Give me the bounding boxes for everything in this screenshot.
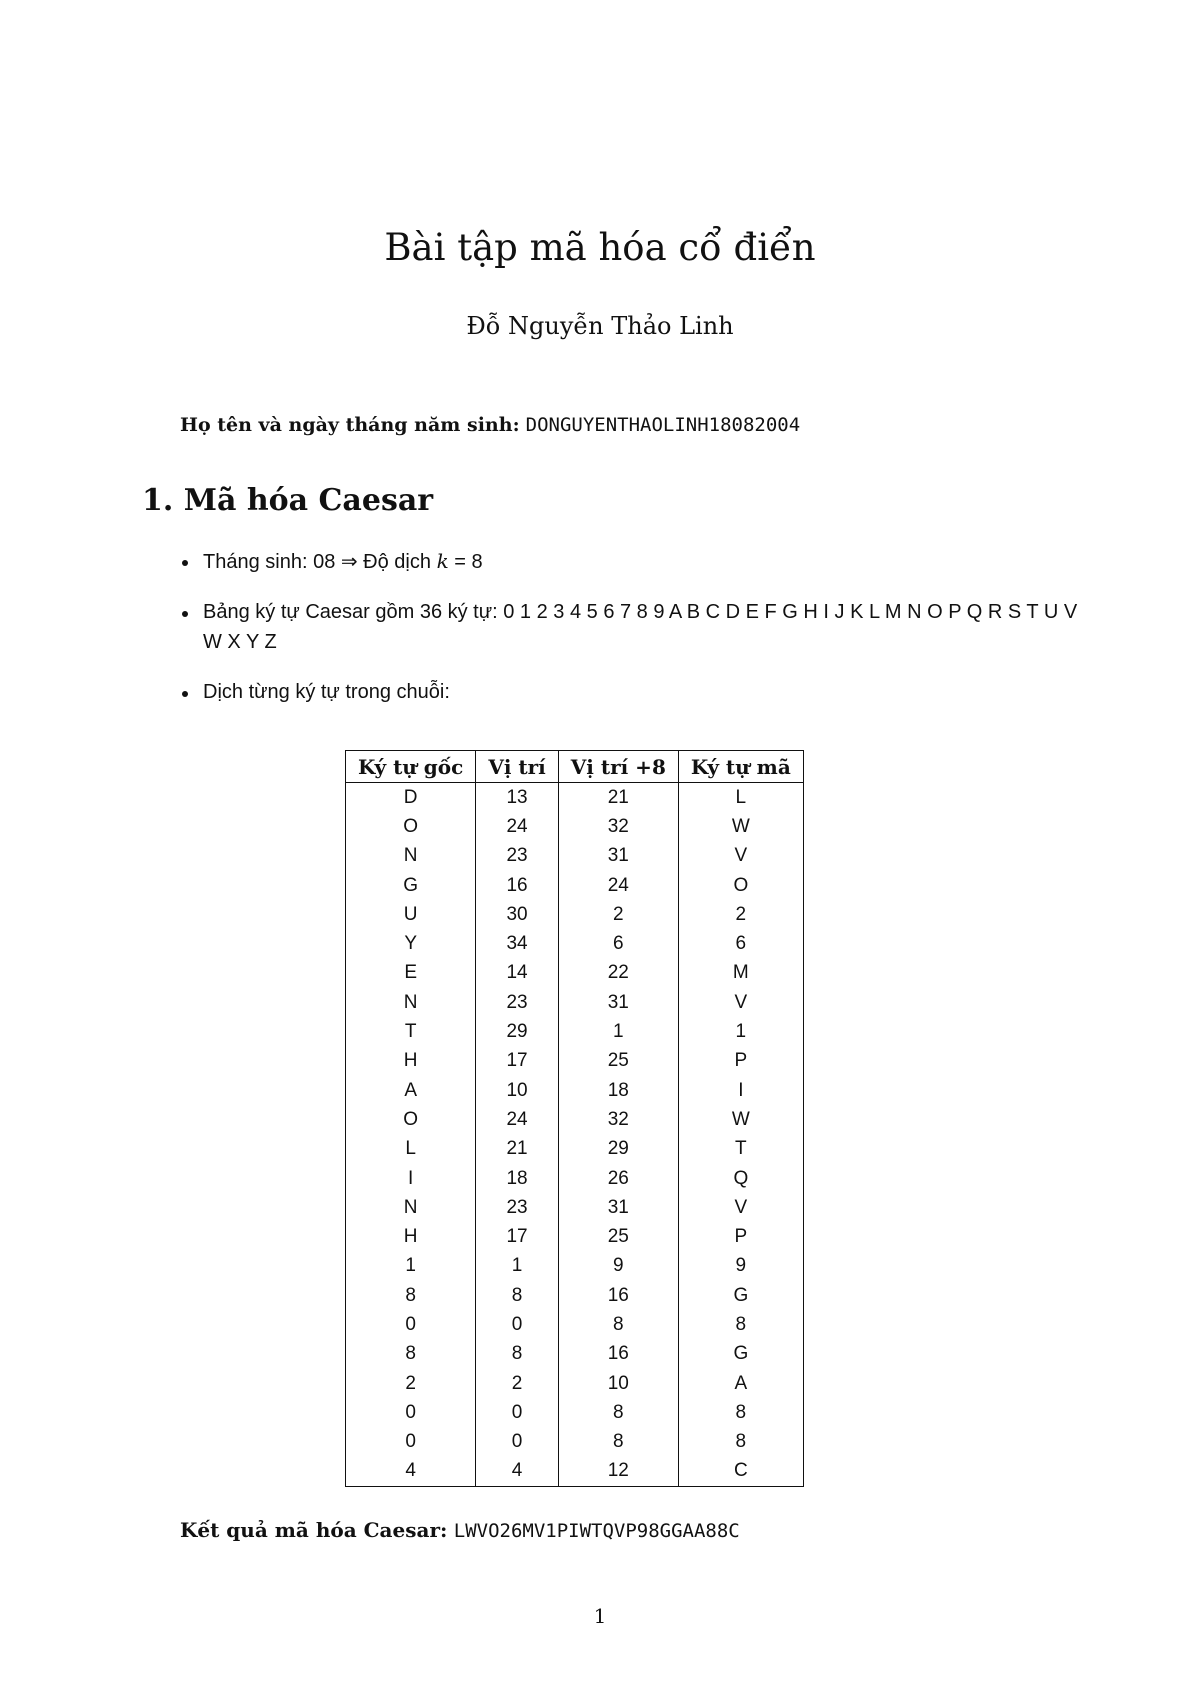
original-char-cell: O <box>346 812 476 841</box>
header-shifted-position: Vị trí +8 <box>558 751 678 783</box>
table-row <box>346 900 804 929</box>
table-row <box>346 1135 804 1164</box>
section-heading: 1. Mã hóa Caesar <box>142 483 434 518</box>
original-char-cell: N <box>346 1193 476 1222</box>
header-original-char: Ký tự gốc <box>346 751 476 783</box>
table-row <box>346 1281 804 1310</box>
cipher-char-cell: Q <box>678 1164 803 1193</box>
cipher-char-cell: G <box>678 1340 803 1369</box>
cipher-char-cell: T <box>678 1135 803 1164</box>
result-value: LWVO26MV1PIWTQVP98GGAA88C <box>453 1520 740 1542</box>
shifted-position-cell: 26 <box>558 1164 678 1193</box>
original-char-cell: H <box>346 1222 476 1251</box>
position-cell: 1 <box>476 1252 558 1281</box>
position-cell: 8 <box>476 1340 558 1369</box>
cipher-char-cell: 8 <box>678 1310 803 1339</box>
cipher-char-cell: G <box>678 1281 803 1310</box>
original-char-cell: 4 <box>346 1457 476 1487</box>
cipher-char-cell: O <box>678 871 803 900</box>
identity-line <box>180 414 800 436</box>
cipher-char-cell: L <box>678 783 803 813</box>
position-cell: 23 <box>476 988 558 1017</box>
page-number: 1 <box>593 1604 607 1628</box>
cipher-char-cell: 8 <box>678 1428 803 1457</box>
shifted-position-cell: 25 <box>558 1047 678 1076</box>
cipher-char-cell: I <box>678 1076 803 1105</box>
cipher-char-cell: 2 <box>678 900 803 929</box>
original-char-cell: U <box>346 900 476 929</box>
cipher-char-cell: 1 <box>678 1017 803 1046</box>
position-cell: 0 <box>476 1398 558 1427</box>
position-cell: 10 <box>476 1076 558 1105</box>
shifted-position-cell: 16 <box>558 1340 678 1369</box>
shifted-position-cell: 32 <box>558 1105 678 1134</box>
table-row <box>346 1369 804 1398</box>
shifted-position-cell: 22 <box>558 959 678 988</box>
table-row <box>346 1252 804 1281</box>
position-cell: 16 <box>476 871 558 900</box>
shifted-position-cell: 18 <box>558 1076 678 1105</box>
table-row <box>346 1340 804 1369</box>
table-row <box>346 871 804 900</box>
table-row <box>346 959 804 988</box>
position-cell: 0 <box>476 1428 558 1457</box>
shifted-position-cell: 31 <box>558 1193 678 1222</box>
position-cell: 0 <box>476 1310 558 1339</box>
original-char-cell: T <box>346 1017 476 1046</box>
table-row <box>346 842 804 871</box>
original-char-cell: H <box>346 1047 476 1076</box>
document-author: Đỗ Nguyễn Thảo Linh <box>466 312 734 340</box>
original-char-cell: N <box>346 988 476 1017</box>
position-cell: 30 <box>476 900 558 929</box>
position-cell: 21 <box>476 1135 558 1164</box>
shifted-position-cell: 8 <box>558 1428 678 1457</box>
table-row <box>346 1076 804 1105</box>
header-cipher-char: Ký tự mã <box>678 751 803 783</box>
shifted-position-cell: 29 <box>558 1135 678 1164</box>
original-char-cell: 0 <box>346 1310 476 1339</box>
original-char-cell: D <box>346 783 476 813</box>
original-char-cell: N <box>346 842 476 871</box>
table-row <box>346 1105 804 1134</box>
position-cell: 24 <box>476 812 558 841</box>
original-char-cell: 2 <box>346 1369 476 1398</box>
cipher-char-cell: 8 <box>678 1398 803 1427</box>
original-char-cell: 8 <box>346 1281 476 1310</box>
table-row <box>346 1428 804 1457</box>
table-row <box>346 988 804 1017</box>
bullet-shift <box>180 546 1080 577</box>
original-char-cell: G <box>346 871 476 900</box>
table-row <box>346 1017 804 1046</box>
shifted-position-cell: 12 <box>558 1457 678 1487</box>
position-cell: 8 <box>476 1281 558 1310</box>
shifted-position-cell: 32 <box>558 812 678 841</box>
table-row <box>346 929 804 958</box>
table-row <box>346 1193 804 1222</box>
table-row <box>346 783 804 813</box>
table-row <box>346 1398 804 1427</box>
identity-value: DONGUYENTHAOLINH18082004 <box>525 414 801 436</box>
position-cell: 17 <box>476 1047 558 1076</box>
caesar-table <box>345 750 804 1487</box>
table-row <box>346 812 804 841</box>
original-char-cell: Y <box>346 929 476 958</box>
identity-label: Họ tên và ngày tháng năm sinh: <box>180 414 520 436</box>
shifted-position-cell: 16 <box>558 1281 678 1310</box>
cipher-char-cell: 6 <box>678 929 803 958</box>
position-cell: 17 <box>476 1222 558 1251</box>
table-body <box>346 783 804 1487</box>
position-cell: 2 <box>476 1369 558 1398</box>
original-char-cell: I <box>346 1164 476 1193</box>
cipher-char-cell: W <box>678 1105 803 1134</box>
position-cell: 4 <box>476 1457 558 1487</box>
shifted-position-cell: 8 <box>558 1398 678 1427</box>
table-row <box>346 1310 804 1339</box>
bullet-alphabet: Bảng ký tự Caesar gồm 36 ký tự: 0 1 2 3 4 5 6 7 8 9 A B C D E F G H I J K L M N O P Q R S T U V W X Y Z <box>180 597 1080 657</box>
result-line <box>180 1518 740 1542</box>
original-char-cell: 1 <box>346 1252 476 1281</box>
original-char-cell: 0 <box>346 1428 476 1457</box>
shifted-position-cell: 31 <box>558 988 678 1017</box>
shifted-position-cell: 31 <box>558 842 678 871</box>
position-cell: 34 <box>476 929 558 958</box>
shifted-position-cell: 9 <box>558 1252 678 1281</box>
shifted-position-cell: 10 <box>558 1369 678 1398</box>
cipher-char-cell: V <box>678 1193 803 1222</box>
position-cell: 24 <box>476 1105 558 1134</box>
shifted-position-cell: 2 <box>558 900 678 929</box>
cipher-char-cell: A <box>678 1369 803 1398</box>
bullet-shift-text: Tháng sinh: 08 ⇒ Độ dịch <box>203 551 437 573</box>
table-row <box>346 1222 804 1251</box>
shift-variable: k <box>436 549 449 573</box>
cipher-char-cell: W <box>678 812 803 841</box>
original-char-cell: A <box>346 1076 476 1105</box>
position-cell: 23 <box>476 842 558 871</box>
position-cell: 18 <box>476 1164 558 1193</box>
cipher-char-cell: P <box>678 1047 803 1076</box>
result-label: Kết quả mã hóa Caesar: <box>180 1518 448 1542</box>
shifted-position-cell: 21 <box>558 783 678 813</box>
cipher-char-cell: V <box>678 988 803 1017</box>
document-title: Bài tập mã hóa cổ điển <box>384 226 816 269</box>
table-row <box>346 1457 804 1487</box>
position-cell: 13 <box>476 783 558 813</box>
shifted-position-cell: 1 <box>558 1017 678 1046</box>
shifted-position-cell: 6 <box>558 929 678 958</box>
caesar-table-container <box>345 750 804 1487</box>
shifted-position-cell: 8 <box>558 1310 678 1339</box>
original-char-cell: E <box>346 959 476 988</box>
table-row <box>346 1047 804 1076</box>
shifted-position-cell: 25 <box>558 1222 678 1251</box>
original-char-cell: 0 <box>346 1398 476 1427</box>
original-char-cell: O <box>346 1105 476 1134</box>
bullet-list <box>180 546 1080 707</box>
cipher-char-cell: P <box>678 1222 803 1251</box>
cipher-char-cell: M <box>678 959 803 988</box>
cipher-char-cell: 9 <box>678 1252 803 1281</box>
cipher-char-cell: V <box>678 842 803 871</box>
cipher-char-cell: C <box>678 1457 803 1487</box>
position-cell: 29 <box>476 1017 558 1046</box>
shift-value: = 8 <box>448 551 483 573</box>
table-row <box>346 1164 804 1193</box>
position-cell: 23 <box>476 1193 558 1222</box>
header-position: Vị trí <box>476 751 558 783</box>
table-header-row <box>346 751 804 783</box>
bullet-instruction: Dịch từng ký tự trong chuỗi: <box>180 677 1080 707</box>
shifted-position-cell: 24 <box>558 871 678 900</box>
original-char-cell: 8 <box>346 1340 476 1369</box>
original-char-cell: L <box>346 1135 476 1164</box>
position-cell: 14 <box>476 959 558 988</box>
